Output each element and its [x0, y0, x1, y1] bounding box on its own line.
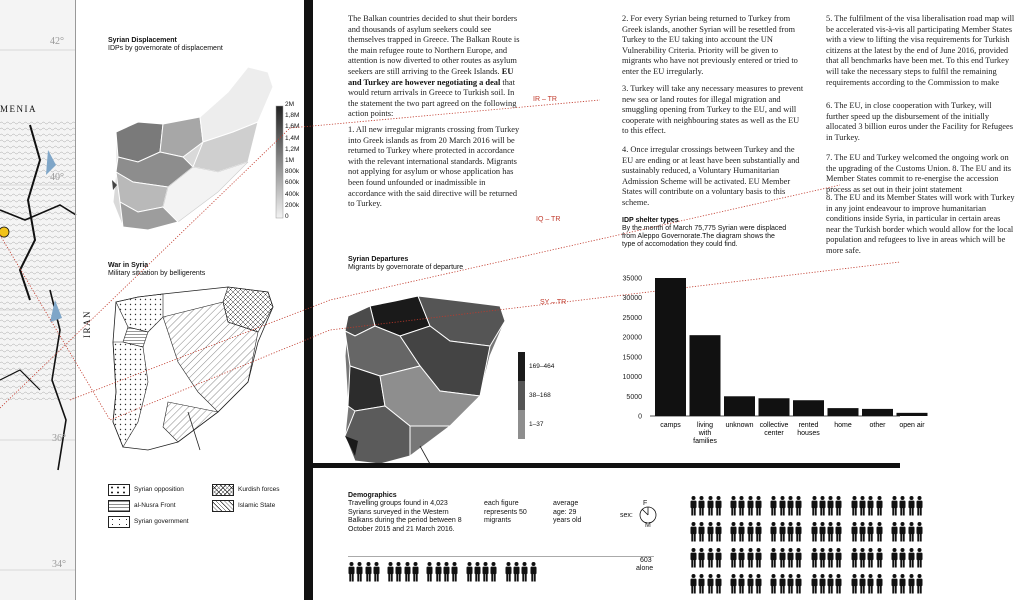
- y-tick-label: 30000: [622, 295, 642, 303]
- person-icon: [908, 522, 915, 542]
- displacement-legend-label: 800k: [285, 168, 300, 176]
- person-icon: [715, 496, 722, 516]
- person-icon: [779, 574, 786, 594]
- person-icon: [819, 522, 826, 542]
- person-icon: [443, 562, 450, 582]
- person-icon: [715, 574, 722, 594]
- person-icon: [730, 522, 737, 542]
- alone-count: 603: [640, 557, 652, 564]
- person-icon: [738, 522, 745, 542]
- action-point-2: 2. For every Syrian being returned to Turkey from Greek islands, another Syrian will be resettled from Turkey to the EU taking into account the UN Vulnerability Criteria. Priority will be given to migrants who have not previously entered or tried to enter the EU irregularly.: [622, 14, 798, 76]
- person-icon: [916, 548, 923, 568]
- route-label-iq-tr: IQ – TR: [536, 216, 561, 223]
- person-icon: [698, 548, 705, 568]
- person-icon: [730, 548, 737, 568]
- lat-label-36: 36°: [52, 433, 66, 444]
- person-icon: [755, 522, 762, 542]
- action-point-1: 1. All new irregular migrants crossing from Turkey into Greek islands as from 20 March 2016 will be returned to Turkey where protected in accordance with the relevant international standards. Migrants not applying for asylum or whose application has been found unfounded or inadmissible in accordance with the said directive will be returned to Turkey.: [348, 125, 520, 209]
- route-label-ir-tr: IR – TR: [533, 96, 557, 103]
- war-title: War in Syria: [108, 262, 149, 269]
- departures-title: Syrian Departures: [348, 256, 409, 263]
- x-tick-label: living with families: [693, 422, 717, 445]
- person-icon: [747, 522, 754, 542]
- person-icon: [916, 496, 923, 516]
- person-icon: [908, 574, 915, 594]
- svg-text:M: M: [645, 522, 651, 529]
- sex-ratio-pie-icon: [633, 500, 663, 530]
- person-icon: [747, 496, 754, 516]
- demographics-average-age: average age: 29 years old: [553, 500, 582, 524]
- person-icon: [867, 548, 874, 568]
- person-icon: [876, 574, 883, 594]
- alone-divider: [348, 556, 654, 557]
- person-icon: [755, 574, 762, 594]
- person-icon: [795, 496, 802, 516]
- person-icon: [819, 548, 826, 568]
- person-icon: [899, 496, 906, 516]
- person-icon: [690, 548, 697, 568]
- person-icon: [819, 496, 826, 516]
- action-point-6: 6. The EU, in close cooperation with Turkey, will further speed up the disbursement of the initially allocated 3 billion euros under the Facility for Refugees in Turkey.: [826, 101, 1013, 142]
- person-icon: [795, 574, 802, 594]
- person-icon: [851, 548, 858, 568]
- person-icon: [787, 496, 794, 516]
- person-icon: [412, 562, 419, 582]
- person-icon: [779, 496, 786, 516]
- person-icon: [755, 548, 762, 568]
- person-icon: [867, 522, 874, 542]
- person-icon: [859, 574, 866, 594]
- person-icon: [827, 522, 834, 542]
- person-icon: [811, 574, 818, 594]
- person-icon: [404, 562, 411, 582]
- x-tick-label: unknown: [725, 422, 754, 429]
- displacement-legend-label: 400k: [285, 190, 300, 198]
- person-icon: [779, 548, 786, 568]
- person-icon: [811, 548, 818, 568]
- person-icon: [787, 522, 794, 542]
- intro-paragraph: The Balkan countries decided to shut their borders and thousands of asylum seekers could see themselves trapped in Greece. The Balkan Route is the main refugee route to Northern Europe, and attention is now diverted to other routes as asylum seekers are still arriving to the Greek Islands. EU and Turkey are however negotiating a deal that would return arrivals in Greece to Turkish soil. In the statement the two part agreed on the following action points:: [348, 14, 520, 119]
- person-icon: [876, 496, 883, 516]
- shelter-bar-chart: [612, 270, 925, 452]
- person-icon: [707, 574, 714, 594]
- displacement-subtitle: IDPs by governorate of displacement: [108, 45, 223, 52]
- person-icon: [811, 522, 818, 542]
- person-icon: [466, 562, 473, 582]
- person-icon: [891, 522, 898, 542]
- person-icon: [435, 562, 442, 582]
- person-icon: [690, 574, 697, 594]
- figures-group-grid: [690, 496, 900, 600]
- person-icon: [770, 574, 777, 594]
- y-tick-label: 0: [638, 413, 642, 421]
- demographics-title: Demographics: [348, 492, 397, 499]
- lat-label-40: 40°: [50, 172, 64, 183]
- x-tick-label: home: [834, 422, 852, 429]
- person-icon: [867, 496, 874, 516]
- person-icon: [698, 496, 705, 516]
- person-icon: [715, 548, 722, 568]
- person-icon: [356, 562, 363, 582]
- person-icon: [747, 574, 754, 594]
- person-icon: [521, 562, 528, 582]
- person-icon: [891, 496, 898, 516]
- person-icon: [715, 522, 722, 542]
- bar: [793, 400, 824, 416]
- country-label-armenia: MENIA: [0, 104, 37, 114]
- person-icon: [755, 496, 762, 516]
- person-icon: [851, 496, 858, 516]
- person-icon: [690, 522, 697, 542]
- action-point-3: 3. Turkey will take any necessary measures to prevent new sea or land routes for illegal migration and smuggling opening from Turkey to the EU, and will cooperate with neighbouring states as well as the EU to this effect.: [622, 84, 804, 136]
- action-point-7: 7. The EU and Turkey welcomed the ongoing work on the upgrading of the Customs Union. 8. The EU and its Member States commit to re-energise the accession process as set out in their joint statement: [826, 153, 1012, 194]
- divider-bottom: [313, 463, 900, 468]
- route-label-sy-tr: SY – TR: [540, 299, 567, 306]
- x-tick-label: camps: [660, 422, 681, 429]
- x-tick-label: rented houses: [797, 422, 820, 437]
- person-icon: [505, 562, 512, 582]
- y-tick-label: 20000: [622, 334, 642, 342]
- bar: [690, 335, 721, 416]
- departures-legend-low: 1–37: [529, 421, 544, 428]
- person-icon: [482, 562, 489, 582]
- person-icon: [827, 548, 834, 568]
- y-tick-label: 25000: [622, 314, 642, 322]
- route-line-ir-tr: [0, 100, 600, 408]
- person-icon: [835, 496, 842, 516]
- person-icon: [835, 574, 842, 594]
- displacement-legend-label: 1,6M: [285, 123, 300, 131]
- person-icon: [513, 562, 520, 582]
- person-icon: [876, 522, 883, 542]
- y-tick-label: 5000: [626, 393, 642, 401]
- person-icon: [770, 548, 777, 568]
- action-point-5: 5. The fulfilment of the visa liberalisation road map will be accelerated vis-à-vis all participating Member States with a view to lifting the visa requirements for Turkish citizens at the latest by the end of June 2016, provided that all benchmarks have been met. To this end Turkey will take the necessary steps to fulfil the remaining requirements according to the Commission to make: [826, 14, 1015, 87]
- person-icon: [867, 574, 874, 594]
- person-icon: [395, 562, 402, 582]
- person-icon: [738, 496, 745, 516]
- person-icon: [698, 574, 705, 594]
- x-tick-label: open air: [899, 422, 925, 429]
- person-icon: [770, 496, 777, 516]
- bar: [655, 278, 686, 416]
- person-icon: [387, 562, 394, 582]
- person-icon: [373, 562, 380, 582]
- person-icon: [698, 522, 705, 542]
- lat-label-42: 42°: [50, 36, 64, 47]
- person-icon: [851, 574, 858, 594]
- person-icon: [859, 548, 866, 568]
- person-icon: [859, 496, 866, 516]
- person-icon: [876, 548, 883, 568]
- person-icon: [451, 562, 458, 582]
- person-icon: [690, 496, 697, 516]
- displacement-legend-label: 600k: [285, 179, 300, 187]
- person-icon: [738, 574, 745, 594]
- displacement-legend-label: 1,2M: [285, 145, 300, 153]
- shelter-subtitle: By the month of March 75,775 Syrian were displaced from Aleppo Governorate.The diagram shows the type of accomodation they could find.: [622, 225, 787, 248]
- bar: [759, 398, 790, 416]
- displacement-legend-label: 1M: [285, 157, 295, 164]
- person-icon: [899, 522, 906, 542]
- bar: [897, 413, 928, 416]
- lat-label-34: 34°: [52, 559, 66, 570]
- person-icon: [738, 548, 745, 568]
- svg-text:F: F: [643, 500, 648, 507]
- person-icon: [899, 574, 906, 594]
- person-icon: [707, 548, 714, 568]
- person-icon: [795, 522, 802, 542]
- y-tick-label: 35000: [622, 275, 642, 283]
- displacement-title: Syrian Displacement: [108, 37, 177, 44]
- y-tick-label: 15000: [622, 354, 642, 362]
- person-icon: [348, 562, 355, 582]
- action-point-4: 4. Once irregular crossings between Turkey and the EU are ending or at least have been substantially and sustainably reduced, a Voluntary Humanitarian Admission Scheme will be activated. EU Member States will contribute on a voluntary basis to this scheme.: [622, 145, 800, 207]
- person-icon: [795, 548, 802, 568]
- figures-alone-row: [348, 562, 648, 584]
- person-icon: [916, 522, 923, 542]
- departures-subtitle: Migrants by governorate of departure: [348, 264, 464, 271]
- person-icon: [916, 574, 923, 594]
- person-icon: [707, 522, 714, 542]
- war-subtitle: Military situation by belligerents: [108, 270, 206, 277]
- departures-legend-mid: 38–168: [529, 392, 551, 399]
- war-legend: Syrian opposition al-Nusra Front Syrian government Kurdish forces Islamic State: [108, 484, 308, 524]
- displacement-legend-label: 1,8M: [285, 112, 300, 120]
- person-icon: [827, 496, 834, 516]
- person-icon: [730, 496, 737, 516]
- displacement-legend-label: 2M: [285, 101, 295, 108]
- person-icon: [908, 496, 915, 516]
- person-icon: [891, 548, 898, 568]
- person-icon: [891, 574, 898, 594]
- person-icon: [707, 496, 714, 516]
- person-icon: [908, 548, 915, 568]
- person-icon: [426, 562, 433, 582]
- person-icon: [530, 562, 537, 582]
- person-icon: [747, 548, 754, 568]
- country-label-iran: IRAN: [82, 310, 92, 338]
- person-icon: [827, 574, 834, 594]
- bar: [862, 409, 893, 416]
- person-icon: [899, 548, 906, 568]
- person-icon: [851, 522, 858, 542]
- displacement-legend-label: 200k: [285, 201, 300, 209]
- shelter-title: IDP shelter types: [622, 217, 679, 224]
- bar: [828, 408, 859, 416]
- person-icon: [779, 522, 786, 542]
- person-icon: [835, 548, 842, 568]
- action-point-8: 8. The EU and its Member States will work with Turkey in any joint endeavour to improve humanitarian conditions inside Syria, in particular in certain areas near the Turkish border which would allow for the local population and refugees to live in areas which will be more safe.: [826, 193, 1015, 255]
- person-icon: [787, 574, 794, 594]
- y-tick-label: 10000: [622, 374, 642, 382]
- person-icon: [819, 574, 826, 594]
- alone-label: alone: [636, 565, 654, 572]
- person-icon: [490, 562, 497, 582]
- displacement-legend-label: 1,4M: [285, 134, 300, 142]
- bar: [724, 396, 755, 416]
- demographics-figure-note: each figure represents 50 migrants: [484, 500, 527, 524]
- person-icon: [474, 562, 481, 582]
- x-tick-label: collective center: [759, 422, 789, 437]
- displacement-legend-label: 0: [285, 213, 289, 220]
- departures-legend-high: 169–464: [529, 363, 555, 370]
- person-icon: [811, 496, 818, 516]
- x-tick-label: other: [869, 422, 886, 429]
- person-icon: [730, 574, 737, 594]
- person-icon: [365, 562, 372, 582]
- person-icon: [787, 548, 794, 568]
- demographics-description: Travelling groups found in 4,023 Syrians surveyed in the Western Balkans during the period between 8 October 2015 and 21 March 2016.: [348, 500, 462, 533]
- person-icon: [859, 522, 866, 542]
- person-icon: [770, 522, 777, 542]
- person-icon: [835, 522, 842, 542]
- demographics-sex-label: sex:: [620, 512, 633, 519]
